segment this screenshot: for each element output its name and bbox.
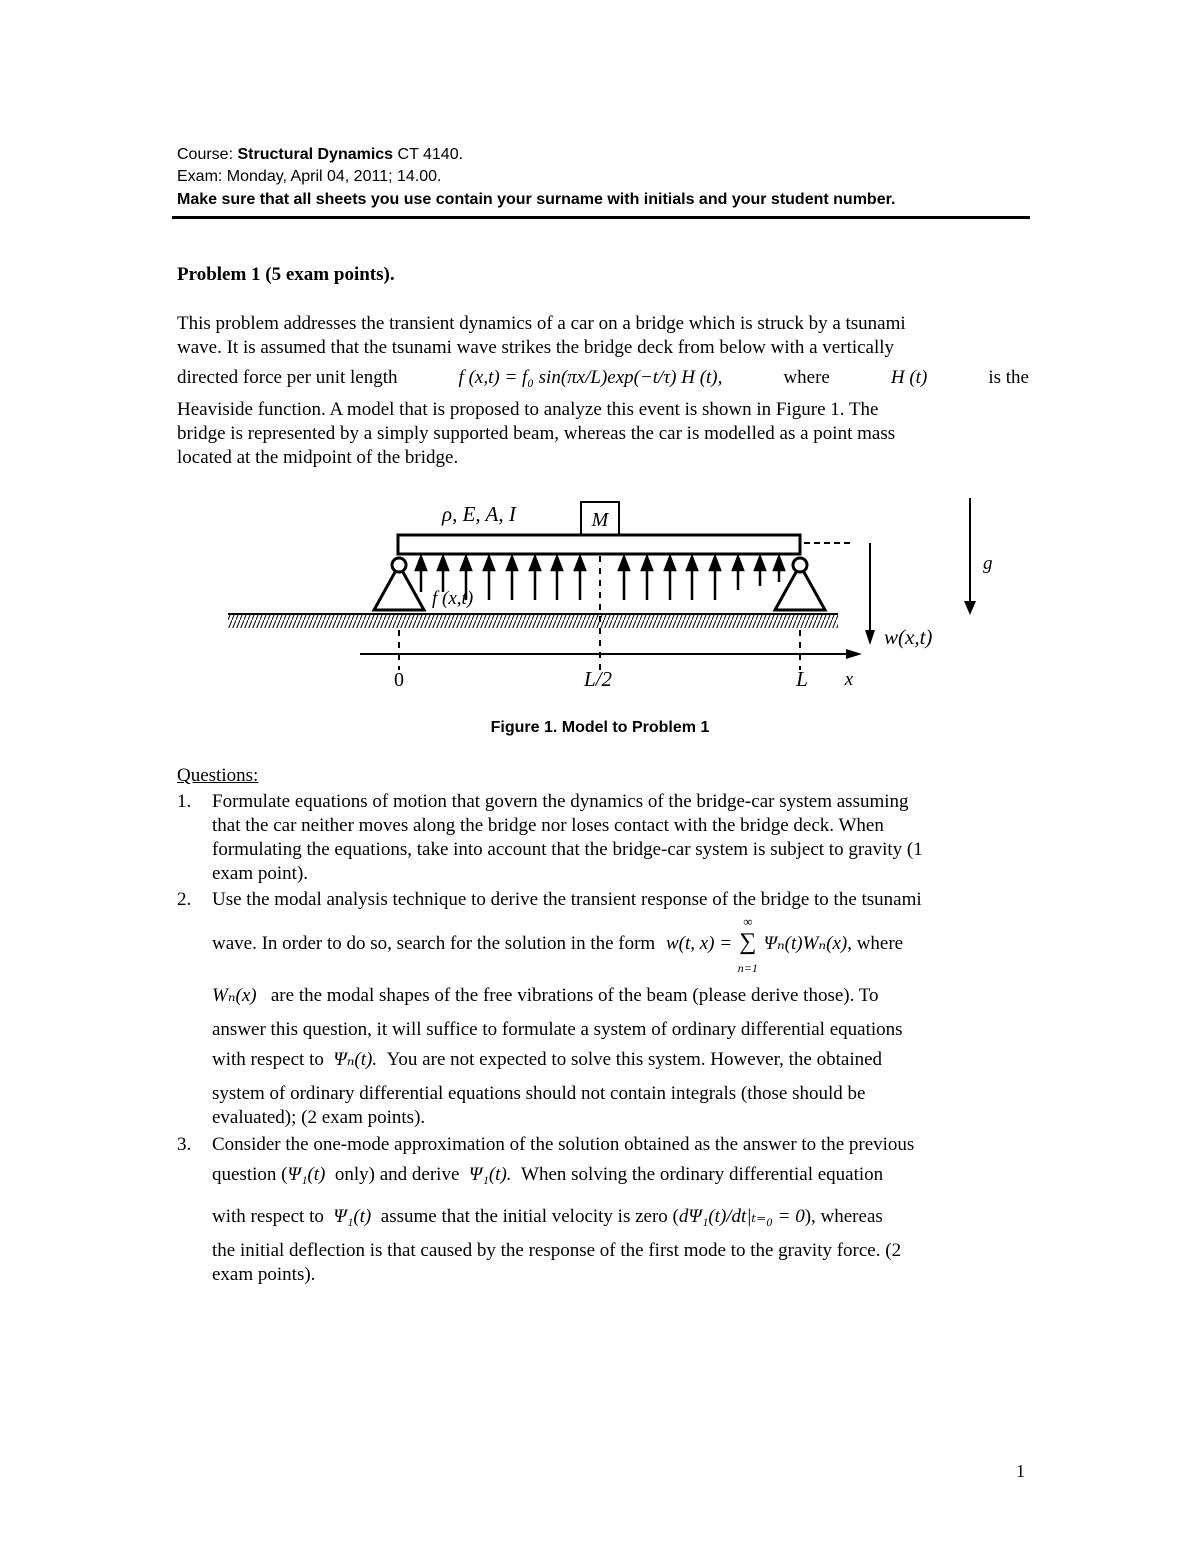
- force-formula: f (x,t) = f₀ sin(πx/L)exp(−t/τ) H (t),: [458, 367, 723, 388]
- intro-line-5: bridge is represented by a simply supported beam, whereas the car is modelled as a point mass: [177, 423, 896, 444]
- exam-line: Exam: Monday, April 04, 2011; 14.00.: [177, 168, 442, 185]
- course-line: Course: Structural Dynamics CT 4140.: [177, 146, 464, 163]
- right-hinge: [793, 558, 807, 572]
- axis-variable: x: [844, 669, 854, 690]
- series-term: Ψₙ(t)Wₙ(x): [763, 933, 848, 954]
- intro-line-1: This problem addresses the transient dynamics of a car on a bridge which is struck by a tsunami: [177, 313, 906, 334]
- axis-label-end: L: [796, 667, 808, 691]
- problem-title: Problem 1 (5 exam points).: [177, 264, 395, 285]
- intro-line-3: directed force per unit length f (x,t) = f₀ sin(πx/L)exp(−t/τ) H (t), where H (t) is the: [177, 367, 1029, 388]
- intro-paragraph: [177, 312, 1029, 482]
- instruction-line: Make sure that all sheets you use contain your surname with initials and your student number.: [177, 191, 896, 208]
- gravity-arrowhead: [964, 601, 976, 615]
- questions-heading: Questions:: [177, 765, 259, 786]
- series-lhs: w(t, x) =: [665, 933, 737, 954]
- axis-label-mid: L/2: [583, 667, 613, 691]
- psi-n-symbol: Ψₙ(t).: [333, 1049, 378, 1070]
- question-2: 2. Use the modal analysis technique to derive the transient response of the bridge to the tsunami wave. In order to do so, search for the solution in the form w(t, x) = ∑ ∞ n=1 Ψₙ(t)Wₙ(x), where Wₙ(x) are the modal shapes of the free vibrations of the beam (please derive those). To answer this question, it will suffice to formulate a system of ordinary differential equations with respect to Ψₙ(t). You are not expected to solve this system. However, the obtained system of ordinary differential equations should not contain integrals (those should be evaluated); (2 exam points).: [177, 888, 1029, 1128]
- course-name: Structural Dynamics: [237, 146, 394, 163]
- mass-label: M: [591, 509, 609, 531]
- intro-line-4: Heaviside function. A model that is proposed to analyze this event is shown in Figure 1. The: [177, 399, 879, 420]
- question-3: 3. Consider the one-mode approximation of the solution obtained as the answer to the previous question (Ψ₁(t) only) and derive Ψ₁(t). When solving the ordinary differential equation with respect to Ψ₁(t) assume that the initial velocity is zero (dΨ₁(t)/dt|ₜ₌₀ = 0), whereas the initial deflection is that caused by the response of the first mode to the gravity force. (2 exam points).: [177, 1134, 915, 1285]
- question-2-number: 2.: [177, 889, 192, 910]
- beam: [398, 535, 800, 554]
- initial-condition: dΨ₁(t)/dt|ₜ₌₀ = 0: [678, 1206, 805, 1227]
- figure-caption: Figure 1. Model to Problem 1: [490, 719, 710, 736]
- heaviside-symbol: H (t): [890, 367, 928, 388]
- left-hinge: [392, 558, 406, 572]
- ground-hatch: [228, 614, 838, 628]
- x-axis-arrow: [846, 649, 862, 659]
- deflection-arrowhead: [865, 630, 875, 645]
- question-1: 1. Formulate equations of motion that govern the dynamics of the bridge-car system assuming that the car neither moves along the bridge nor loses contact with the bridge deck. When formulating the equations, take into account that the bridge-car system is subject to gravity (1 exam point).: [177, 791, 923, 884]
- series-line: wave. In order to do so, search for the solution in the form w(t, x) = ∑ ∞ n=1 Ψₙ(t)Wₙ(x), where: [212, 914, 904, 975]
- summation-symbol: ∑ ∞ n=1: [737, 914, 758, 975]
- gravity-label: g: [983, 553, 993, 574]
- axis-label-zero: 0: [394, 669, 404, 691]
- modal-shape-symbol: Wₙ(x): [212, 985, 257, 1006]
- question-3-number: 3.: [177, 1134, 192, 1155]
- question-1-number: 1.: [177, 791, 192, 812]
- header-rule: [172, 216, 1030, 219]
- force-label: f (x,t): [432, 588, 474, 609]
- bridge-figure: [0, 490, 1200, 700]
- beam-properties-label: ρ, E, A, I: [442, 502, 516, 526]
- deflection-label: w(x,t): [884, 625, 933, 649]
- intro-line-2: wave. It is assumed that the tsunami wave strikes the bridge deck from below with a vertically: [177, 337, 895, 358]
- page-number: 1: [1016, 1461, 1025, 1481]
- intro-line-6: located at the midpoint of the bridge.: [177, 447, 459, 468]
